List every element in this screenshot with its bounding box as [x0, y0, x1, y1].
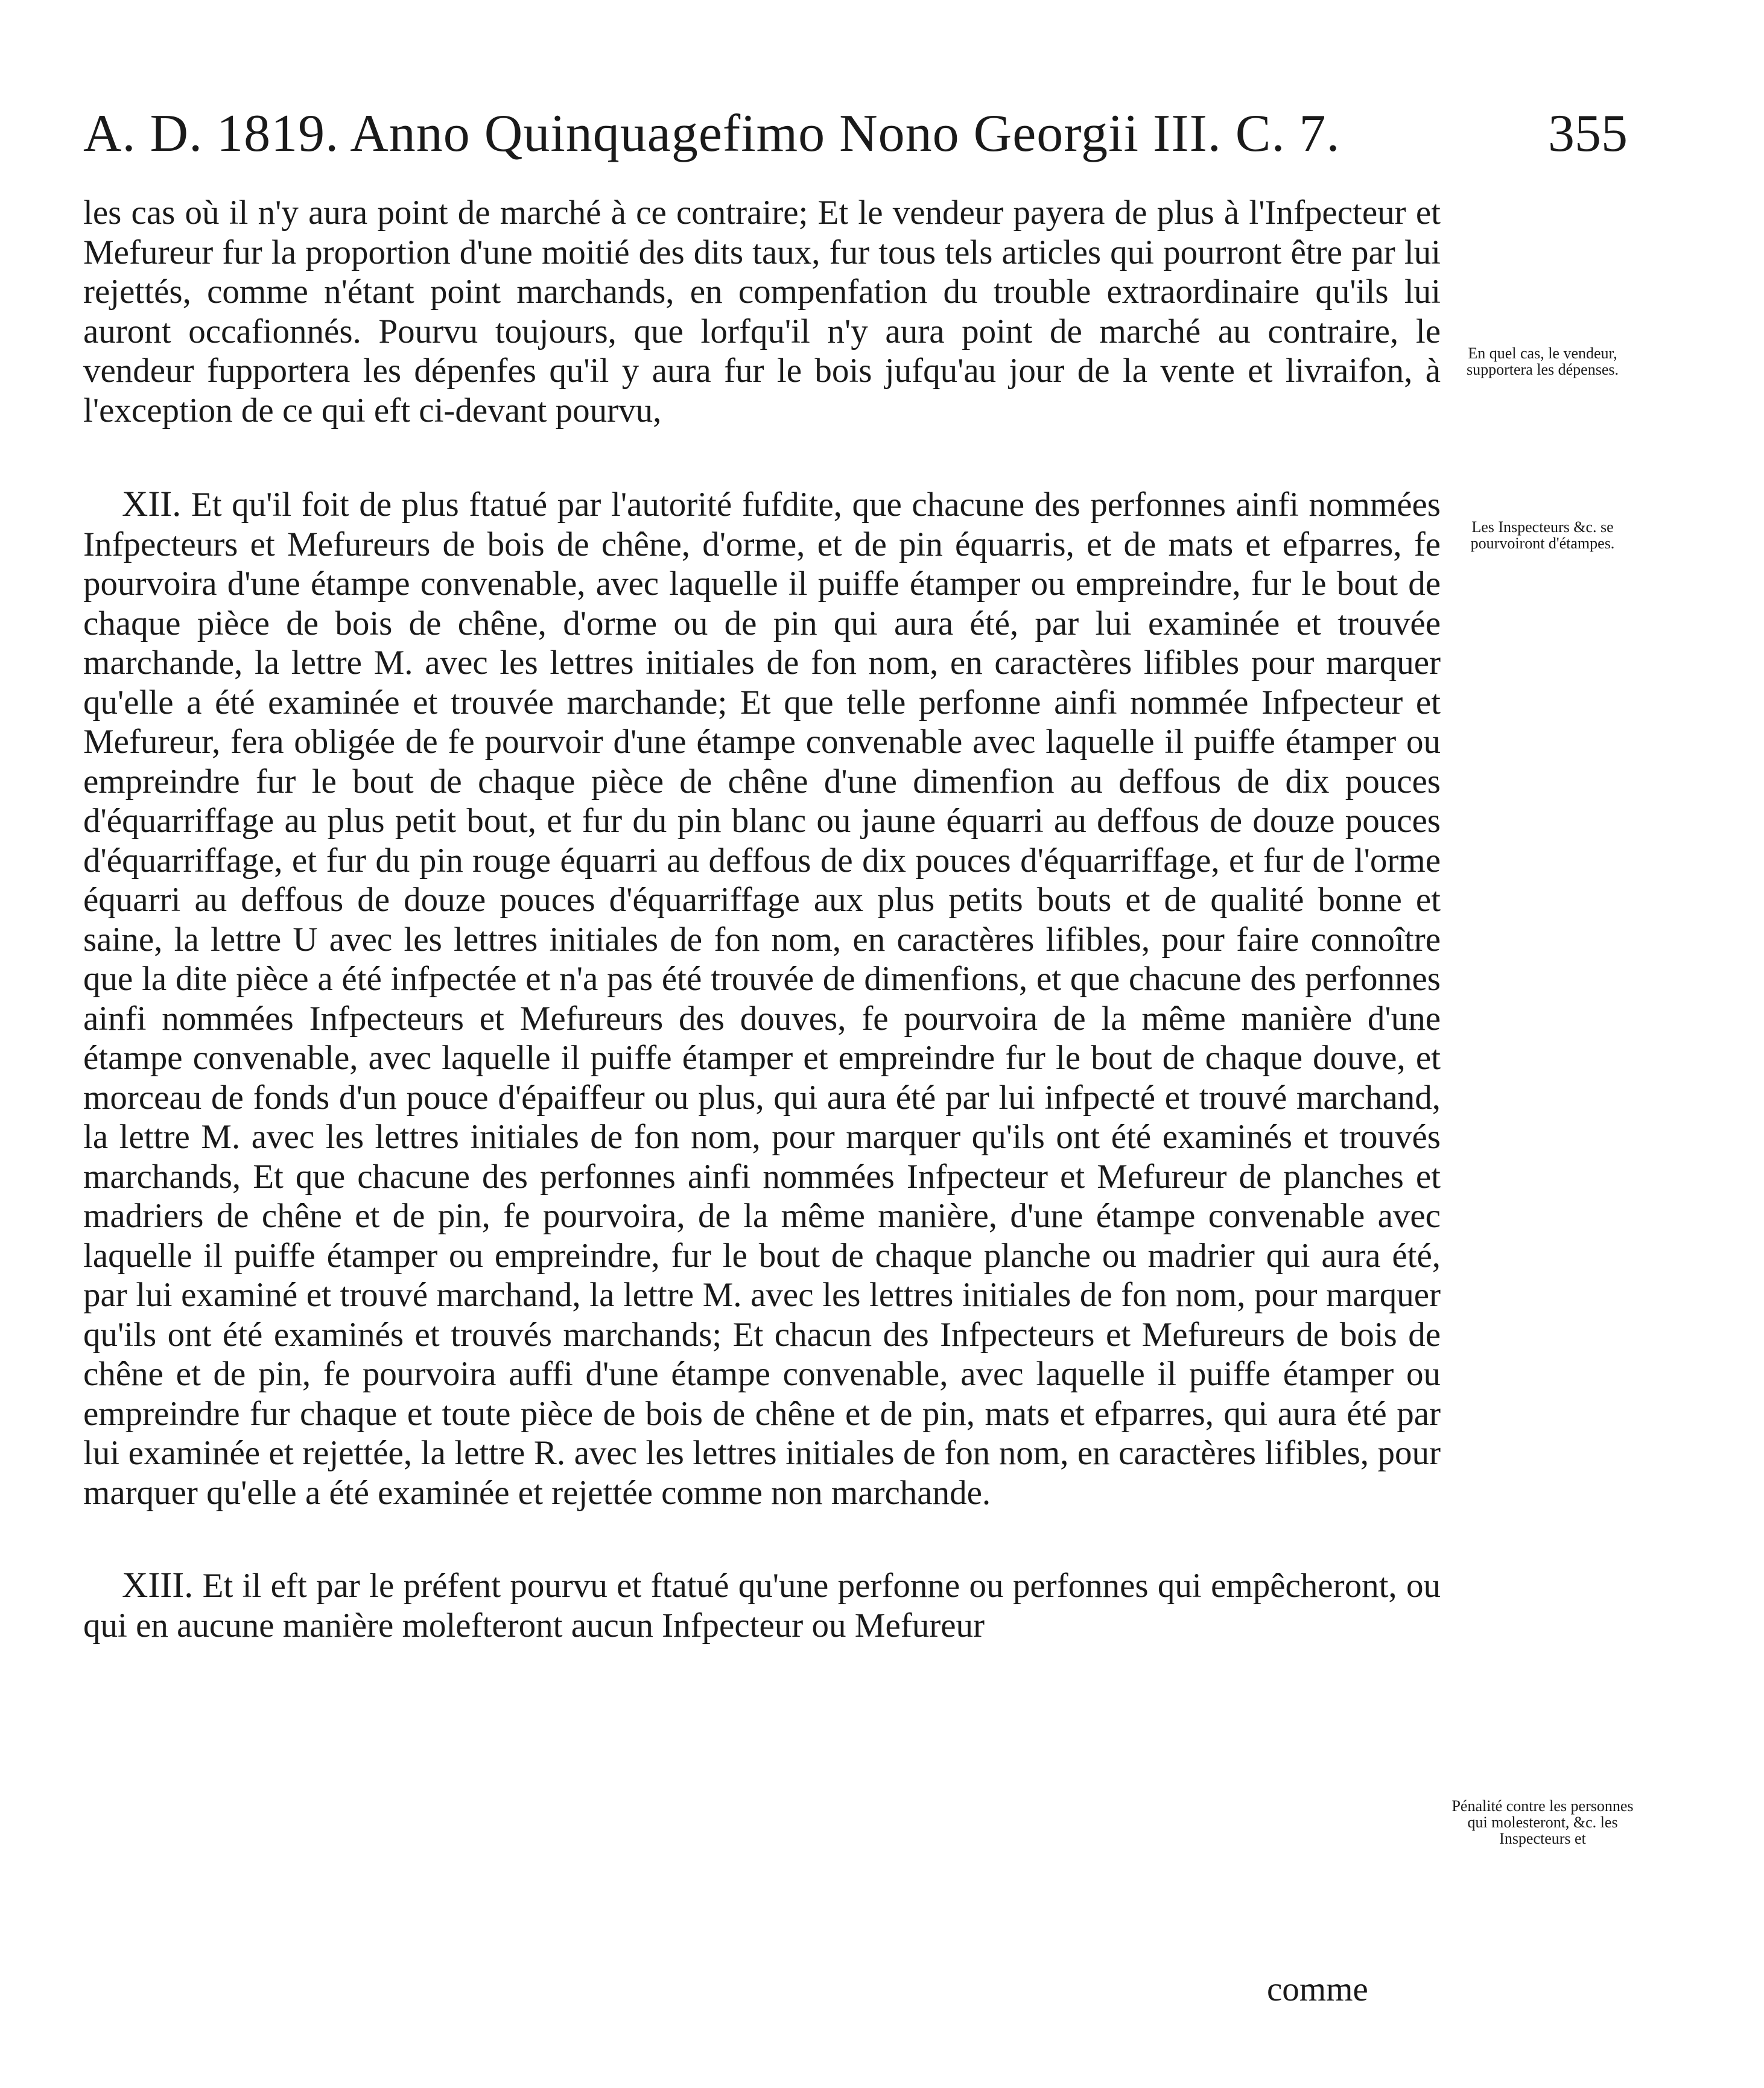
- page-number: 355: [1548, 104, 1628, 163]
- margin-note-vendor-expenses: En quel cas, le vendeur, supportera les dépenses.: [1467, 344, 1619, 378]
- margin-note-inspectors-stamps: Les Inspecteurs &c. se pourvoiront d'étampes.: [1470, 518, 1615, 552]
- section-13-number: XIII.: [122, 1565, 194, 1605]
- catchword: comme: [1267, 1970, 1368, 2008]
- section-13: [83, 1566, 1441, 1645]
- running-head-title: A. D. 1819. Anno Quinquagefimo Nono Georgii III. C. 7.: [83, 104, 1340, 163]
- section-13-text: Et il eft par le préfent pourvu et ftatué qu'une perfonne ou perfonnes qui empêcheront, ou qui en aucune manière molefteront aucun Infpecteur ou Mefureur: [83, 1567, 1441, 1645]
- section-12-text: Et qu'il foit de plus ftatué par l'autorité fufdite, que chacune des perfonnes ainfi nommées Infpecteurs et Mefureurs de bois de chêne, d'orme, et de pin équarris, et de mats et efparres, fe pourvoira d'une étampe convenable, avec laquelle il puiffe étamper ou empreindre, fur le bout de chaque pièce de bois de chêne, d'orme ou de pin qui aura été, par lui examinée et trouvée marchande, la lettre M. avec les lettres initiales de fon nom, en caractères lifibles pour marquer qu'elle a été examinée et trouvée marchande; Et que telle perfonne ainfi nommée Infpecteur et Mefureur, fera obligée de fe pourvoir d'une étampe convenable avec laquelle il puiffe étamper ou empreindre fur le bout de chaque pièce de chêne d'une dimenfion au deffous de dix pouces d'équarriffage au plus petit bout, et fur du pin blanc ou jaune équarri au deffous de douze pouces d'équarriffage, et fur du pin rouge équarri au deffous de dix pouces d'équarriffage, et fur de l'orme équarri au deffous de douze pouces d'équarriffage aux plus petits bouts et de qualité bonne et saine, la lettre U avec les lettres initiales de fon nom, en caractères lifibles, pour faire connoître que la dite pièce a été infpectée et n'a pas été trouvée de dimenfions, et que chacune des perfonnes ainfi nommées Infpecteurs et Mefureurs des douves, fe pourvoira de la même manière d'une étampe convenable, avec laquelle il puiffe étamper et empreindre fur le bout de chaque douve, et morceau de fonds d'un pouce d'épaiffeur ou plus, qui aura été par lui infpecté et trouvé marchand, la lettre M. avec les lettres initiales de fon nom, pour marquer qu'ils ont été examinés et trouvés marchands, Et que chacune des perfonnes ainfi nommées Infpecteur et Mefureur de planches et madriers de chêne et de pin, fe pourvoira, de la même manière, d'une étampe convenable avec laquelle il puiffe étamper ou empreindre, fur le bout de chaque planche ou madrier qui aura été, par lui examiné et trouvé marchand, la lettre M. avec les lettres initiales de fon nom, pour marquer qu'ils ont été examinés et trouvés marchands; Et chacun des Infpecteurs et Mefureurs de bois de chêne et de pin, fe pourvoira auffi d'une étampe convenable, avec laquelle il puiffe étamper ou empreindre fur chaque et toute pièce de bois de chêne et de pin, mats et efparres, qui aura été par lui examinée et rejettée, la lettre R. avec les lettres initiales de fon nom, en caractères lifibles, pour marquer qu'elle a été examinée et rejettée comme non marchande.: [83, 486, 1441, 1512]
- running-head: [83, 98, 1628, 170]
- margin-note-penalty: Pénalité contre les personnes qui molesteront, &c. les Inspecteurs et: [1451, 1797, 1634, 1847]
- section-12-number: XII.: [122, 484, 182, 524]
- body-text: [83, 193, 1441, 1698]
- continuation-paragraph: les cas où il n'y aura point de marché à ce contraire; Et le vendeur payera de plus à l'Infpecteur et Mefureur fur la proportion d'une moitié des dits taux, fur tous tels articles qui pourront être par lui rejettés, comme n'étant point marchands, en compenfation du trouble extraordinaire qu'ils lui auront occafionnés. Pourvu toujours, que lorfqu'il n'y aura point de marché au contraire, le vendeur fupportera les dépenfes qu'il y aura fur le bois jufqu'au jour de la vente et livraifon, à l'exception de ce qui eft ci-devant pourvu,: [83, 194, 1441, 430]
- section-12: [83, 484, 1441, 1512]
